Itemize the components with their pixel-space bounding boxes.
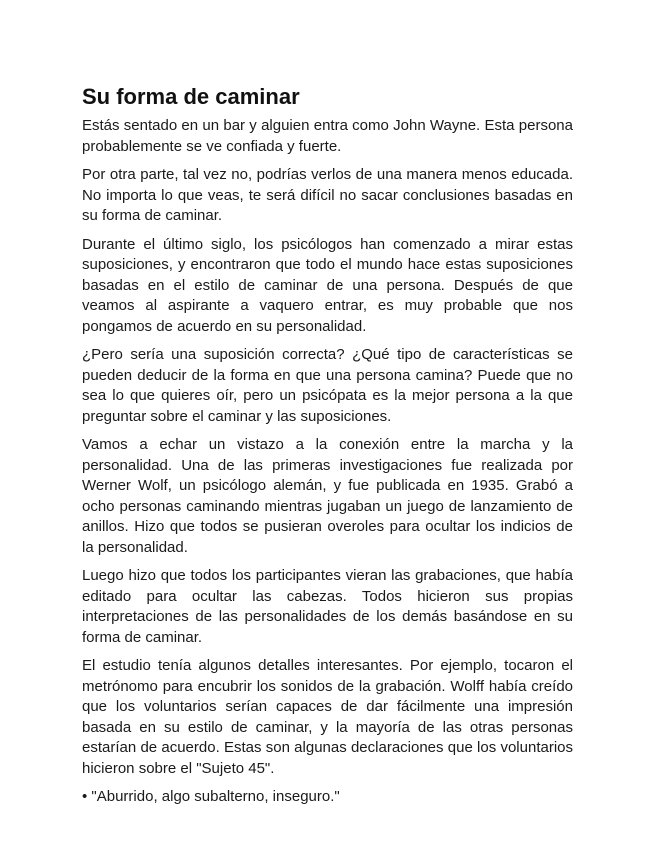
paragraph-5: Vamos a echar un vistazo a la conexión entre la marcha y la personalidad. Una de las primeras investigaciones fue realizada por Werner Wolf, un psicólogo alemán, y fue publicada en 1935. Grabó a ocho personas caminando mientras jugaban un juego de lanzamiento de anillos. Hizo que todos se pusieran overoles para ocultar los indicios de la personalidad.	[82, 436, 573, 556]
paragraph-6: Luego hizo que todos los participantes vieran las grabaciones, que había editado para ocultar las cabezas. Todos hicieron sus propias interpretaciones de las personalidades de los demás basándose en su forma de caminar.	[82, 567, 573, 646]
page-title: Su forma de caminar	[82, 84, 300, 109]
paragraph-7: El estudio tenía algunos detalles interesantes. Por ejemplo, tocaron el metrónomo para encubrir los sonidos de la grabación. Wolff había creído que los voluntarios serían capaces de dar fácilmente una impresión basada en su estilo de caminar, y la mayoría de las otras personas estarían de acuerdo. Estas son algunas declaraciones que los voluntarios hicieron sobre el "Sujeto 45".	[82, 657, 573, 777]
paragraph-4: ¿Pero sería una suposición correcta? ¿Qué tipo de características se pueden deducir de la forma en que una persona camina? Puede que no sea lo que quieres oír, pero un psicópata es la mejor persona a la que preguntar sobre el caminar y las suposiciones.	[82, 346, 573, 425]
paragraph-2: Por otra parte, tal vez no, podrías verlos de una manera menos educada. No importa lo que veas, te será difícil no sacar conclusiones basadas en su forma de caminar.	[82, 166, 573, 224]
bullet-quote: • "Aburrido, algo subalterno, inseguro."	[82, 788, 340, 805]
paragraph-3: Durante el último siglo, los psicólogos han comenzado a mirar estas suposiciones, y encontraron que todo el mundo hace estas suposiciones basadas en el estilo de caminar de una persona. Después de que veamos al aspirante a vaquero entrar, es muy probable que nos pongamos de acuerdo en su personalidad.	[82, 235, 573, 335]
paragraph-1: Estás sentado en un bar y alguien entra como John Wayne. Esta persona probablemente se ve confiada y fuerte.	[82, 117, 573, 155]
